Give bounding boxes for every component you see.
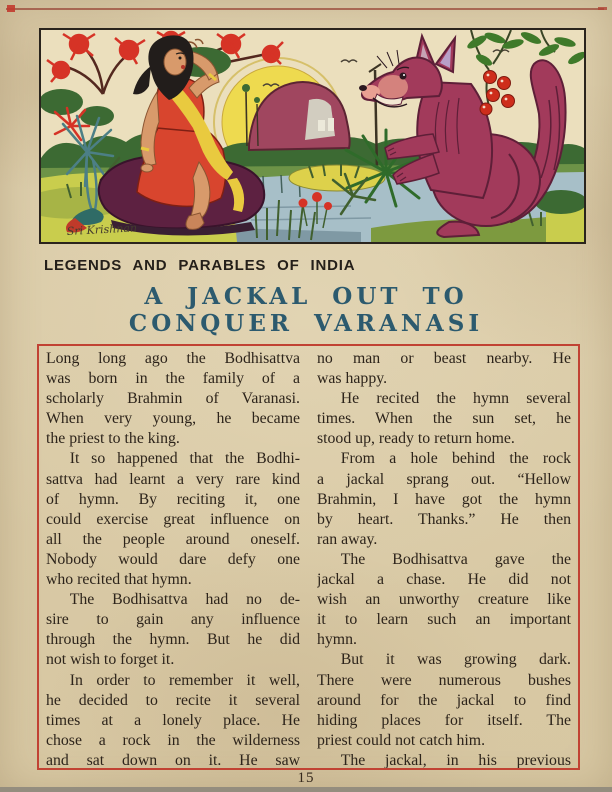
story-line: He recited the hymn several: [340, 390, 571, 408]
story-line: jackal a chase. He did not: [317, 571, 571, 589]
story-line: not wish to forget it.: [46, 651, 175, 669]
story-line: around for the jackal to find: [317, 691, 571, 709]
story-column-right: [317, 349, 571, 768]
story-line: times at a lonely place. He: [46, 711, 300, 729]
story-line: Brahmin, I have got the hymn: [317, 490, 571, 508]
story-illustration: [39, 28, 586, 244]
story-line: through the hymn. But he did: [46, 631, 300, 649]
story-line: It so happened that the Bodhi-: [69, 450, 300, 468]
story-line: could exercise great influence on: [46, 510, 300, 528]
story-line: sire to gain any influence: [46, 611, 300, 629]
story-line: of hymn. By reciting it, one: [46, 490, 300, 508]
story-line: was happy.: [317, 370, 388, 388]
story-line: and sat down on it. He saw: [46, 751, 300, 768]
title-line-2: CONQUER VARANASI: [128, 310, 484, 337]
story-line: There were numerous bushes: [317, 671, 571, 689]
story-line: all the people around oneself.: [46, 530, 300, 548]
story-line: a jackal sprang out. “Hellow: [317, 470, 571, 488]
story-line: The jackal, in his previous: [340, 751, 571, 768]
title-line-1: A JACKAL OUT TO: [144, 283, 468, 310]
story-line: it to learn such an important: [317, 611, 571, 629]
story-line: From a hole behind the rock: [340, 450, 571, 468]
story-line: ran away.: [317, 530, 378, 548]
story-line: Nobody would dare defy one: [46, 550, 300, 568]
story-line: hiding places for itself. The: [317, 711, 571, 729]
story-line: Long long ago the Bodhisattva: [46, 350, 300, 367]
story-line: sattva had learnt a very rare kind: [46, 470, 300, 488]
scan-corner-mark: [7, 5, 15, 12]
story-line: scholarly Brahmin of Varanasi.: [46, 390, 300, 408]
story-line: priest could not catch him.: [317, 731, 486, 749]
artist-signature: Sri Krishnan: [66, 221, 138, 238]
story-line: When very young, he became: [46, 410, 300, 428]
story-line: by heart. Thanks.” He then: [317, 510, 571, 528]
story-line: The Bodhisattva had no de-: [69, 591, 300, 609]
story-line: was born in the family of a: [46, 370, 300, 388]
story-line: wish an unworthy creature like: [317, 591, 571, 609]
story-line: who recited that hymn.: [46, 571, 192, 589]
story-text-frame: [37, 344, 580, 770]
story-line: In order to remember it well,: [69, 671, 300, 689]
story-line: chose a rock in the wilderness: [46, 731, 300, 749]
page-number: 15: [297, 770, 315, 786]
illustration-canvas: [41, 30, 584, 242]
scan-bottom-edge: [0, 787, 612, 792]
story-line: no man or beast nearby. He: [317, 350, 571, 367]
story-line: he decided to recite it several: [46, 691, 300, 709]
story-line: stood up, ready to return home.: [317, 430, 515, 448]
story-line: The Bodhisattva gave the: [340, 550, 571, 568]
scan-corner-mark: [598, 7, 607, 10]
story-line: the priest to the king.: [46, 430, 180, 448]
page-title: [0, 283, 612, 337]
story-line: But it was growing dark.: [340, 651, 571, 669]
story-line: hymn.: [317, 631, 357, 649]
series-kicker: LEGENDS AND PARABLES OF INDIA: [44, 257, 356, 274]
story-column-left: [46, 349, 300, 768]
scan-edge-line: [6, 8, 604, 10]
story-line: times. When the sun set, he: [317, 410, 571, 428]
